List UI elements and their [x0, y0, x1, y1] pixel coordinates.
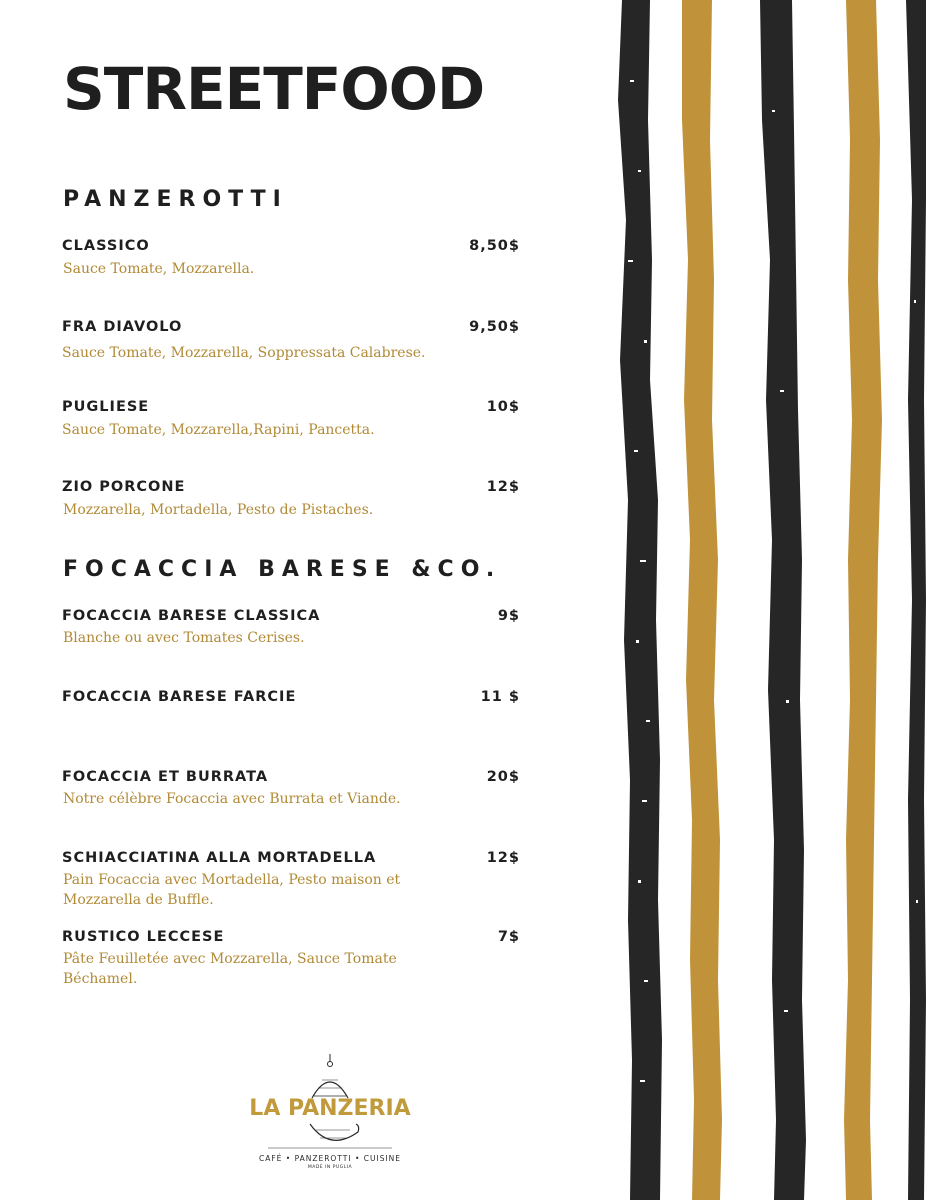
item-name: FRA DIAVOLO [62, 319, 183, 335]
item-description: Sauce Tomate, Mozzarella. [63, 261, 255, 277]
stripe-gold-1 [682, 0, 722, 1200]
item-name: PUGLIESE [62, 399, 150, 415]
item-description: Notre célèbre Focaccia avec Burrata et Viande. [63, 791, 401, 807]
section-title-focaccia: FOCACCIA BARESE &CO. [63, 557, 502, 582]
item-description: Sauce Tomate, Mozzarella,Rapini, Pancetta. [62, 422, 375, 438]
logo-name: LA PANZERIA [249, 1096, 411, 1121]
stripe-black-2 [760, 0, 806, 1200]
item-name: ZIO PORCONE [62, 479, 186, 495]
item-name: FOCACCIA BARESE FARCIE [62, 689, 297, 705]
item-price: 9,50$ [469, 319, 520, 335]
logo-tagline: CAFÉ • PANZEROTTI • CUISINE [258, 1154, 402, 1163]
item-price: 20$ [486, 769, 520, 785]
item-price: 7$ [497, 929, 520, 945]
item-price: 12$ [486, 479, 520, 495]
item-description: Blanche ou avec Tomates Cerises. [63, 630, 305, 646]
stripe-gold-2 [844, 0, 882, 1200]
item-name: RUSTICO LECCESE [62, 929, 225, 945]
item-price: 9$ [497, 608, 520, 624]
item-description: Sauce Tomate, Mozzarella, Soppressata Calabrese. [62, 345, 426, 361]
item-name: SCHIACCIATINA ALLA MORTADELLA [62, 850, 377, 866]
item-price: 11 $ [480, 689, 520, 705]
item-name: FOCACCIA BARESE CLASSICA [62, 608, 321, 624]
item-price: 8,50$ [469, 238, 520, 254]
page-title: STREETFOOD [63, 55, 485, 123]
section-title-panzerotti: PANZEROTTI [63, 187, 288, 212]
la-panzeria-logo [240, 1052, 420, 1182]
item-description: Mozzarella, Mortadella, Pesto de Pistaches. [63, 502, 374, 518]
item-price: 10$ [486, 399, 520, 415]
item-name: FOCACCIA ET BURRATA [62, 769, 269, 785]
item-price: 12$ [486, 850, 520, 866]
decorative-stripes [600, 0, 928, 1200]
item-description: Pain Focaccia avec Mortadella, Pesto maison et Mozzarella de Buffle. [63, 872, 401, 908]
item-name: CLASSICO [62, 238, 150, 254]
item-description: Pâte Feuilletée avec Mozzarella, Sauce Tomate Béchamel. [63, 951, 397, 987]
stripe-black-1 [618, 0, 662, 1200]
logo-subline: MADE IN PUGLIA [307, 1165, 353, 1170]
stripe-black-3 [906, 0, 926, 1200]
